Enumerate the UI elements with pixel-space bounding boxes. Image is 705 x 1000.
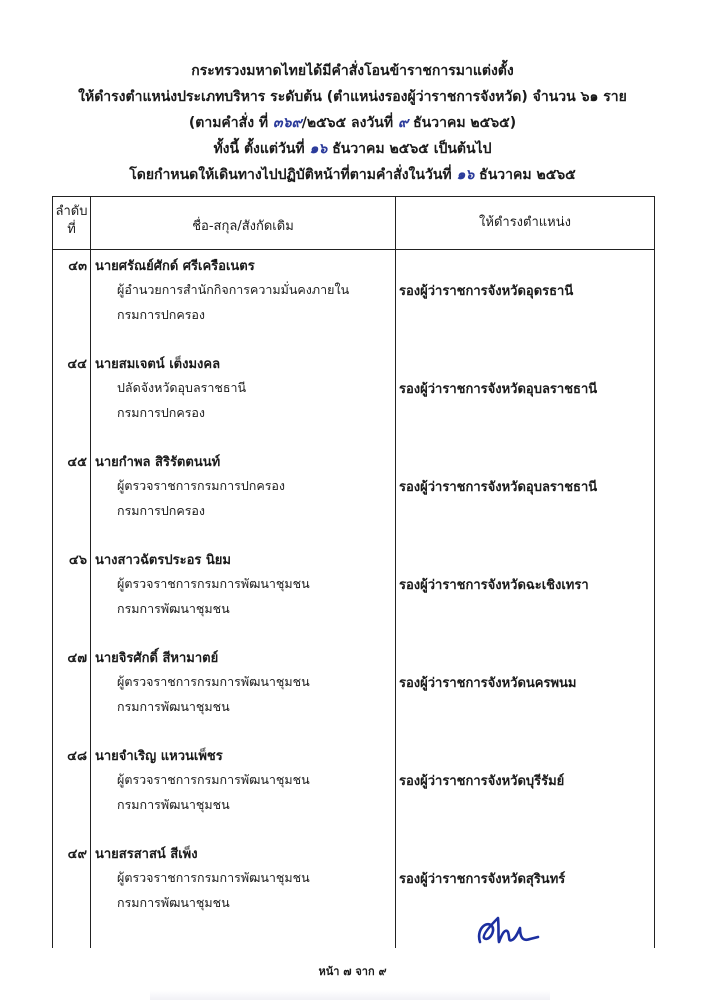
effective-day-handwritten: ๑๖ [309,141,328,157]
header-seq: ลำดับ ที่ [55,204,88,237]
row-name: นายจิรศักดิ์ สีหามาตย์ [95,651,219,666]
row-old-position: ผู้ตรวจราชการกรมการปกครอง [117,478,286,493]
row-seq: ๔๕ [67,455,87,470]
row-new-position: รองผู้ว่าราชการจังหวัดสุรินทร์ [399,872,566,887]
row-seq: ๔๙ [67,847,87,862]
row-new-position: รองผู้ว่าราชการจังหวัดอุบลราชธานี [399,480,598,495]
row-old-org: กรมการปกครอง [117,405,206,420]
table-row [53,841,656,939]
header-divider [53,249,654,250]
header-line-4 [0,136,705,162]
order-suffix: ธันวาคม ๒๕๖๕) [413,115,517,131]
header-line-5 [0,162,705,188]
row-old-position: ผู้ตรวจราชการกรมการพัฒนาชุมชน [117,674,310,689]
row-old-org: กรมการพัฒนาชุมชน [117,895,230,910]
header-line-1: กระทรวงมหาดไทยได้มีคำสั่งโอนข้าราชการมาแต่งตั้ง [191,63,514,79]
row-old-org: กรมการพัฒนาชุมชน [117,699,230,714]
table-row [53,449,656,547]
order-day-handwritten: ๙ [397,115,409,131]
effective-suffix: ธันวาคม ๒๕๖๕ เป็นต้นไป [332,141,492,157]
row-new-position: รองผู้ว่าราชการจังหวัดฉะเชิงเทรา [399,578,589,593]
appointment-table [52,196,655,948]
row-seq: ๔๘ [67,749,87,764]
header-line-3 [0,110,705,136]
travel-prefix: โดยกำหนดให้เดินทางไปปฏิบัติหน้าที่ตามคำสั่งในวันที่ [129,167,452,183]
effective-prefix: ทั้งนี้ ตั้งแต่วันที่ [213,141,305,157]
travel-day-handwritten: ๑๖ [456,167,475,183]
order-prefix: (ตามคำสั่ง ที่ [188,115,269,131]
travel-suffix: ธันวาคม ๒๕๖๕ [479,167,576,183]
row-old-position: ปลัดจังหวัดอุบลราชธานี [117,380,247,395]
table-row [53,351,656,449]
row-old-org: กรมการพัฒนาชุมชน [117,797,230,812]
header-line-2: ให้ดำรงตำแหน่งประเภทบริหาร ระดับต้น (ตำแหน่งรองผู้ว่าราชการจังหวัด) จำนวน ๖๑ ราย [78,89,627,105]
row-old-org: กรมการปกครอง [117,503,206,518]
row-name: นายกำพล สิริรัตตนนท์ [95,455,221,470]
table-row [53,645,656,743]
row-new-position: รองผู้ว่าราชการจังหวัดบุรีรัมย์ [399,774,565,789]
row-seq: ๔๖ [68,553,87,568]
page-number: หน้า ๗ จาก ๙ [318,965,387,978]
page-edge-shadow [150,990,550,1000]
row-old-org: กรมการปกครอง [117,307,206,322]
signature [472,912,542,952]
row-old-position: ผู้ตรวจราชการกรมการพัฒนาชุมชน [117,870,310,885]
header-position: ให้ดำรงตำแหน่ง [479,215,571,230]
order-number-handwritten: ๓๖๙ [273,115,302,131]
row-old-position: ผู้อำนวยการสำนักกิจการความมั่นคงภายใน [117,282,350,297]
row-name: นายสรสาสน์ สีเพ็ง [95,847,198,862]
row-name: นายศรัณย์ศักด์ ศรีเครือเนตร [95,259,255,274]
row-seq: ๔๔ [67,357,87,372]
row-old-position: ผู้ตรวจราชการกรมการพัฒนาชุมชน [117,772,310,787]
table-row [53,547,656,645]
row-seq: ๔๗ [67,651,87,666]
signature-stroke [479,918,538,942]
row-new-position: รองผู้ว่าราชการจังหวัดอุดรธานี [399,284,574,299]
row-name: นายสมเจตน์ เต็งมงคล [95,357,221,372]
row-new-position: รองผู้ว่าราชการจังหวัดอุบลราชธานี [399,382,598,397]
order-mid: /๒๕๖๕ ลงวันที่ [301,115,394,131]
row-old-position: ผู้ตรวจราชการกรมการพัฒนาชุมชน [117,576,310,591]
row-old-org: กรมการพัฒนาชุมชน [117,601,230,616]
document-header [0,58,705,188]
row-name: นางสาวฉัตรประอร นิยม [95,553,231,568]
table-row [53,743,656,841]
row-name: นายจำเริญ แหวนเพ็ชร [95,749,223,764]
header-name: ชื่อ-สกุล/สังกัดเดิม [192,219,294,234]
table-row [53,253,656,351]
row-seq: ๔๓ [68,259,87,274]
row-new-position: รองผู้ว่าราชการจังหวัดนครพนม [399,676,577,691]
